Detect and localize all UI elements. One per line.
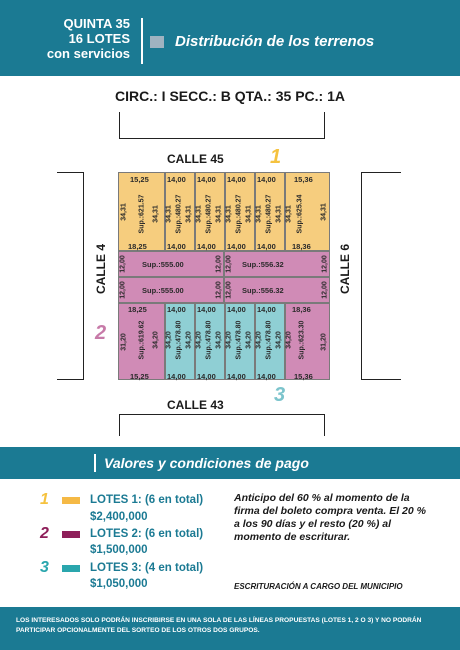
bottom-width-1: 15,25 xyxy=(130,372,149,381)
bottom-top-width-2: 14,00 xyxy=(167,305,186,314)
bottom-lot-4-area: Sup.:478.80 xyxy=(235,320,243,360)
escrituracion-note: ESCRITURACIÓN A CARGO DEL MUNICIPIO xyxy=(234,582,403,591)
bottom-lot-4-depth-a: 34,20 xyxy=(225,331,233,349)
bottom-top-width-4: 14,00 xyxy=(227,305,246,314)
bottom-lot-4-depth-b: 34,20 xyxy=(245,331,253,349)
top-lot-3-depth-b: 34,31 xyxy=(215,205,223,223)
top-lot-5-area: Sup.:480.27 xyxy=(265,194,273,234)
legend-1-number: 1 xyxy=(40,491,49,508)
payment-banner xyxy=(0,447,460,479)
bottom-width-3: 14,00 xyxy=(197,372,216,381)
street-north-label: CALLE 45 xyxy=(167,152,224,166)
top-bottom-width-1: 18,25 xyxy=(128,242,147,251)
mid-left-width-2: 12,00 xyxy=(119,281,127,299)
legend-2-price: $1,500,000 xyxy=(90,544,148,556)
payment-title: Valores y condiciones de pago xyxy=(104,455,309,471)
bottom-lot-5-depth-b: 34,20 xyxy=(275,331,283,349)
mid-center-width-3: 12,00 xyxy=(215,281,223,299)
top-lot-2-depth-a: 34,31 xyxy=(165,205,173,223)
top-width-3: 14,00 xyxy=(197,175,216,184)
mid-lot-4-area: Sup.:556.32 xyxy=(242,286,284,295)
top-width-2: 14,00 xyxy=(167,175,186,184)
header-title: Distribución de los terrenos xyxy=(175,33,375,50)
bottom-lot-5-area: Sup.:478.80 xyxy=(265,320,273,360)
legend-3-label: LOTES 3: (4 en total) xyxy=(90,562,204,574)
top-lot-1-depth: 34,31 xyxy=(152,205,160,223)
top-lot-1-area: Sup.:621.57 xyxy=(138,194,146,234)
top-lot-4-depth-a: 34,31 xyxy=(225,205,233,223)
bottom-lot-5-depth-a: 34,20 xyxy=(255,331,263,349)
bottom-lot-3-area: Sup.:478.80 xyxy=(205,320,213,360)
zone-1-number: 1 xyxy=(270,146,282,168)
top-lot-4-area: Sup.:480.27 xyxy=(235,194,243,234)
top-width-6: 15,36 xyxy=(294,175,313,184)
mid-center-width-1: 12,00 xyxy=(215,255,223,273)
street-south-label: CALLE 43 xyxy=(167,398,224,412)
bottom-lot-1-area: Sup.:619.62 xyxy=(138,320,146,360)
top-lot-6-area: Sup.:625.34 xyxy=(296,194,304,234)
bottom-right-depth: 31,20 xyxy=(320,333,328,351)
bottom-lot-1-depth: 34,20 xyxy=(152,331,160,349)
bottom-lot-6-depth: 34,20 xyxy=(285,331,293,349)
west-block-bracket xyxy=(57,172,84,380)
top-bottom-width-5: 14,00 xyxy=(257,242,276,251)
legend-2-label: LOTES 2: (6 en total) xyxy=(90,528,204,540)
mid-center-width-4: 12,00 xyxy=(225,281,233,299)
bottom-lot-2-depth-b: 34,20 xyxy=(185,331,193,349)
bottom-width-4: 14,00 xyxy=(227,372,246,381)
bottom-lot-2-area: Sup.:478.80 xyxy=(175,320,183,360)
top-lot-2-area: Sup.:480.27 xyxy=(175,194,183,234)
top-lot-2-depth-b: 34,31 xyxy=(185,205,193,223)
mid-left-width-1: 12,00 xyxy=(119,255,127,273)
legend-3-price: $1,050,000 xyxy=(90,578,148,590)
bottom-lot-3-depth-b: 34,20 xyxy=(215,331,223,349)
top-lot-3-depth-a: 34,31 xyxy=(195,205,203,223)
street-east-label: CALLE 6 xyxy=(338,243,353,295)
bottom-top-width-6: 18,36 xyxy=(292,305,311,314)
top-lot-5-depth-b: 34,31 xyxy=(275,205,283,223)
legend-1-swatch xyxy=(62,497,80,504)
top-width-1: 15,25 xyxy=(130,175,149,184)
cadastral-reference: CIRC.: I SECC.: B QTA.: 35 PC.: 1A xyxy=(115,88,345,104)
legend-3-number: 3 xyxy=(40,559,49,576)
bottom-width-2: 14,00 xyxy=(167,372,186,381)
top-width-5: 14,00 xyxy=(257,175,276,184)
top-left-depth: 34,31 xyxy=(120,203,128,221)
footer-disclaimer: LOS INTERESADOS SOLO PODRÁN INSCRIBIRSE EN UNA SOLA DE LAS LÍNEAS PROPUESTAS (LOTES 1, 2 O 3) Y NO PODRÁN PARTICIPAR OPCIONALMENTE DEL SORTEO DE LOS OTROS DOS GRUPOS. xyxy=(16,617,422,634)
top-bottom-width-4: 14,00 xyxy=(227,242,246,251)
header-line-quinta: QUINTA 35 xyxy=(63,16,130,31)
legend-2-number: 2 xyxy=(40,525,49,542)
bottom-left-depth: 31,20 xyxy=(120,333,128,351)
bottom-top-width-3: 14,00 xyxy=(197,305,216,314)
payment-divider xyxy=(94,454,96,472)
header-line-servicios: con servicios xyxy=(46,46,130,61)
bottom-top-width-5: 14,00 xyxy=(257,305,276,314)
north-block-bracket xyxy=(119,112,325,139)
header-divider xyxy=(141,18,143,64)
top-lot-4-depth-b: 34,31 xyxy=(245,205,253,223)
bottom-width-5: 14,00 xyxy=(257,372,276,381)
top-bottom-width-6: 18,36 xyxy=(292,242,311,251)
mid-lot-1-area: Sup.:555.00 xyxy=(142,260,184,269)
zone-3-number: 3 xyxy=(274,384,286,406)
street-west-label: CALLE 4 xyxy=(94,243,109,295)
mid-right-width-1: 12,00 xyxy=(321,255,329,273)
zone-2-number: 2 xyxy=(95,322,107,344)
top-bottom-width-2: 14,00 xyxy=(167,242,186,251)
bottom-width-6: 15,36 xyxy=(294,372,313,381)
top-lot-5-depth-a: 34,31 xyxy=(255,205,263,223)
legend-1-price: $2,400,000 xyxy=(90,511,148,523)
legend-3-swatch xyxy=(62,565,80,572)
top-right-depth: 34,31 xyxy=(320,203,328,221)
east-block-bracket xyxy=(361,172,401,380)
bottom-top-width-1: 18,25 xyxy=(128,305,147,314)
footer-banner xyxy=(0,607,460,650)
legend-1-label: LOTES 1: (6 en total) xyxy=(90,494,204,506)
mid-center-width-2: 12,00 xyxy=(225,255,233,273)
bottom-lot-6-area: Sup.:623.30 xyxy=(298,320,306,360)
mid-lot-3-area: Sup.:555.00 xyxy=(142,286,184,295)
bottom-lot-2-depth-a: 34,20 xyxy=(165,331,173,349)
top-lot-3-area: Sup.:480.27 xyxy=(205,194,213,234)
top-bottom-width-3: 14,00 xyxy=(197,242,216,251)
payment-conditions: Anticipo del 60 % al momento de la firma del boleto compra venta. El 20 % a los 90 días y el resto (20 %) al momento de escriturar. xyxy=(234,492,426,543)
bottom-lot-3-depth-a: 34,20 xyxy=(195,331,203,349)
header-line-lotes: 16 LOTES xyxy=(68,31,130,46)
south-block-bracket xyxy=(119,414,325,436)
header-square-icon xyxy=(150,36,164,48)
top-width-4: 14,00 xyxy=(227,175,246,184)
header-banner xyxy=(0,0,460,76)
header-summary xyxy=(8,16,130,61)
top-lot-6-depth: 34,31 xyxy=(285,205,293,223)
mid-lot-2-area: Sup.:556.32 xyxy=(242,260,284,269)
legend-2-swatch xyxy=(62,531,80,538)
mid-right-width-2: 12,00 xyxy=(321,281,329,299)
